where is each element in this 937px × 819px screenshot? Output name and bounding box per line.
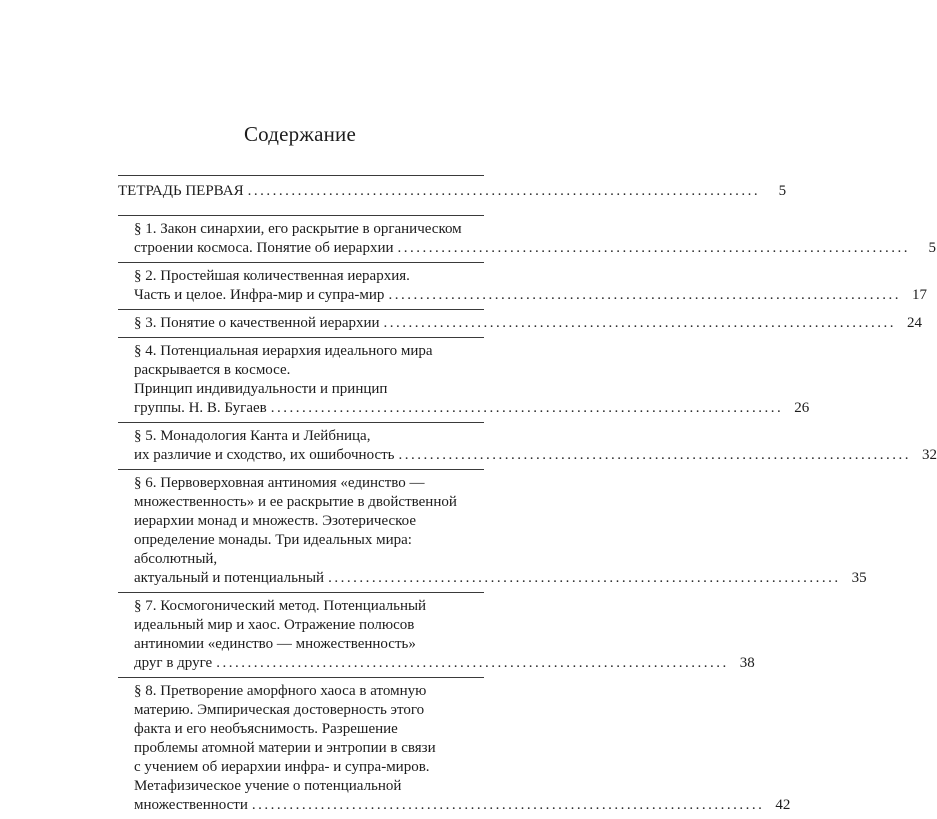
entry-last-line bbox=[134, 239, 937, 258]
entry-text-line: группы. Н. В. Бугаев bbox=[134, 400, 267, 416]
entry-text-line: их различие и сходство, их ошибочность bbox=[134, 447, 395, 463]
entry-last-line bbox=[134, 286, 927, 305]
entry-text-line: идеальный мир и хаос. Отражение полюсов bbox=[134, 617, 415, 633]
entry-text-line: абсолютный, bbox=[134, 551, 218, 567]
entry-last-line bbox=[134, 446, 937, 465]
entry-text-line: § 4. Потенциальная иерархия идеального мира bbox=[134, 343, 433, 359]
dot-leader: .................................................................................. bbox=[398, 447, 912, 463]
entry-text-line: § 6. Первоверховная антиномия «единство — bbox=[134, 475, 425, 491]
entry-last-line bbox=[134, 796, 791, 815]
page-number: 5 bbox=[928, 240, 937, 256]
entry-text-line: § 8. Претворение аморфного хаоса в атомную bbox=[134, 683, 427, 699]
dot-leader: .................................................................................. bbox=[270, 400, 784, 416]
entry-text-line: иерархии монад и множеств. Эзотерическое bbox=[134, 513, 417, 529]
entry-text-line: антиномии «единство — множественность» bbox=[134, 636, 416, 652]
entry-text-line: § 5. Монадология Канта и Лейбница, bbox=[134, 428, 371, 444]
entry-text-line: Принцип индивидуальности и принцип bbox=[134, 381, 388, 397]
entry-text-line: актуальный и потенциальный bbox=[134, 570, 325, 586]
page-number: 24 bbox=[907, 315, 923, 331]
dot-leader: .................................................................................. bbox=[328, 570, 841, 586]
toc-entry[interactable] bbox=[118, 216, 937, 262]
page-number: 38 bbox=[739, 655, 755, 671]
entry-text-line: § 7. Космогонический метод. Потенциальный bbox=[134, 598, 427, 614]
page-number: 26 bbox=[794, 400, 810, 416]
dot-leader: .................................................................................. bbox=[383, 315, 897, 331]
entry-text-line: материю. Эмпирическая достоверность этого bbox=[134, 702, 425, 718]
entry-text-line: строении космоса. Понятие об иерархии bbox=[134, 240, 394, 256]
entry-text-line: раскрывается в космосе. bbox=[134, 362, 291, 378]
toc-entry[interactable] bbox=[118, 310, 923, 337]
entry-text-line: § 3. Понятие о качественной иерархии bbox=[134, 315, 380, 331]
toc-entry[interactable] bbox=[118, 338, 810, 422]
entry-last-line bbox=[134, 399, 810, 418]
dot-leader: .................................................................................. bbox=[388, 287, 901, 303]
entry-text-line: § 2. Простейшая количественная иерархия. bbox=[134, 268, 410, 284]
dot-leader: .................................................................................. bbox=[251, 797, 765, 813]
entry-text-line: § 1. Закон синархии, его раскрытие в органическом bbox=[134, 221, 462, 237]
entry-text-line: множественности bbox=[134, 797, 248, 813]
entry-text-line: определение монады. Три идеальных мира: bbox=[134, 532, 412, 548]
toc-entry[interactable] bbox=[118, 678, 791, 819]
entry-text-line: Метафизическое учение о потенциальной bbox=[134, 778, 402, 794]
entry-text-line: Часть и целое. Инфра-мир и супра-мир bbox=[134, 287, 385, 303]
entry-last-line bbox=[134, 569, 867, 588]
entry-text-line: друг в друге bbox=[134, 655, 213, 671]
page-number: 5 bbox=[778, 183, 787, 199]
entry-text-line: множественность» и ее раскрытие в двойственной bbox=[134, 494, 457, 510]
toc-entry[interactable] bbox=[118, 470, 867, 592]
page-number: 17 bbox=[911, 287, 927, 303]
dot-leader: .................................................................................. bbox=[397, 240, 911, 256]
separator-line bbox=[118, 175, 484, 176]
page-number: 42 bbox=[775, 797, 791, 813]
table-of-contents bbox=[118, 175, 937, 819]
dot-leader: .................................................................................. bbox=[247, 183, 761, 199]
part-heading: ТЕТРАДЬ ПЕРВАЯ bbox=[118, 183, 244, 199]
page-title: Содержание bbox=[243, 122, 357, 146]
toc-entry[interactable] bbox=[118, 263, 927, 309]
toc-entry[interactable] bbox=[118, 423, 937, 469]
page-number: 35 bbox=[851, 570, 867, 586]
entries-list bbox=[118, 215, 937, 819]
toc-entry[interactable] bbox=[118, 593, 755, 677]
entry-last-line bbox=[134, 654, 755, 673]
entry-last-line bbox=[134, 314, 923, 333]
dot-leader: .................................................................................. bbox=[216, 655, 729, 671]
entry-text-line: с учением об иерархии инфра- и супра-миров. bbox=[134, 759, 430, 775]
part-heading-row[interactable] bbox=[118, 182, 787, 201]
entry-text-line: факта и его необъяснимость. Разрешение bbox=[134, 721, 398, 737]
entry-text-line: проблемы атомной материи и энтропии в связи bbox=[134, 740, 436, 756]
page-number: 32 bbox=[922, 447, 937, 463]
